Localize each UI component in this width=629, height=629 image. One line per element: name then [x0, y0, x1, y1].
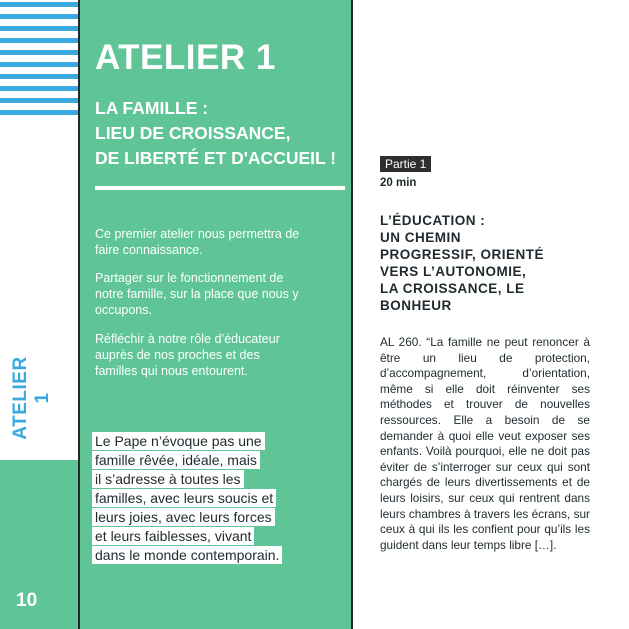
- quote-line: Le Pape n’évoque pas une: [92, 432, 265, 450]
- subtitle: [95, 96, 336, 171]
- subtitle-line: DE LIBERTÉ ET D'ACCUEIL !: [95, 148, 337, 168]
- blue-stripe: [0, 2, 78, 7]
- blue-stripe: [0, 86, 78, 91]
- heading-line: LA CROISSANCE, LE: [380, 281, 525, 296]
- side-label: [10, 340, 53, 440]
- duration: 20 min: [380, 177, 417, 189]
- subtitle-line: LIEU DE CROISSANCE,: [95, 123, 291, 143]
- subtitle-line: LA FAMILLE :: [95, 98, 209, 118]
- heading-line: PROGRESSIF, ORIENTÉ: [380, 247, 545, 262]
- blue-stripe: [0, 14, 78, 19]
- quote-line: dans le monde contemporain.: [92, 546, 282, 564]
- intro-paragraph: Ce premier atelier nous permettra de faire connaissance.: [95, 227, 300, 257]
- heading-line: UN CHEMIN: [380, 230, 461, 245]
- quote-box: [92, 432, 307, 565]
- blue-stripe: [0, 98, 78, 103]
- blue-stripe: [0, 74, 78, 79]
- heading-line: L’ÉDUCATION :: [380, 213, 486, 228]
- blue-stripe: [0, 38, 78, 43]
- blue-stripe: [0, 110, 78, 115]
- body-text: AL 260. “La famille ne peut renoncer à être un lieu de protection, d’accompagnement, d’orientation, même si elle doit réinventer ses méthodes et trouver de nouvelles ressources. Elle a besoin de se demander à quoi elle veut exposer ses enfants. Voilà pourquoi, elle ne doit pas éviter de s’interroger sur ceux qui sont chargés de leurs divertissements et de leurs loisirs, sur ceux qui rentrent dans leurs chambres à travers les écrans, sur ceux à qui ils les confient pour qu’ils les guident dans leur temps libre […].: [380, 335, 590, 552]
- heading-line: VERS L’AUTONOMIE,: [380, 264, 527, 279]
- quote-line: leurs joies, avec leurs forces: [92, 508, 275, 526]
- blue-stripe: [0, 50, 78, 55]
- quote-line: et leurs faiblesses, vivant: [92, 527, 254, 545]
- intro-paragraph: Partager sur le fonctionnement de notre famille, sur la place que nous y occupons.: [95, 271, 299, 317]
- side-label-text: ATELIER 1: [10, 356, 53, 440]
- intro-paragraph: Réfléchir à notre rôle d’éducateur auprès de nos proches et des familles qui nous entourent.: [95, 332, 280, 378]
- page-number: 10: [16, 590, 38, 611]
- divider: [95, 186, 345, 190]
- section-heading: [380, 212, 580, 314]
- quote-line: famille rêvée, idéale, mais: [92, 451, 260, 469]
- part-badge: Partie 1: [380, 156, 431, 172]
- quote-line: il s’adresse à toutes les: [92, 470, 244, 488]
- left-green-block: [0, 460, 78, 629]
- heading-line: BONHEUR: [380, 298, 452, 313]
- quote-line: familles, avec leurs soucis et: [92, 489, 276, 507]
- blue-stripe: [0, 26, 78, 31]
- page-title: ATELIER 1: [95, 38, 276, 77]
- blue-stripe: [0, 62, 78, 67]
